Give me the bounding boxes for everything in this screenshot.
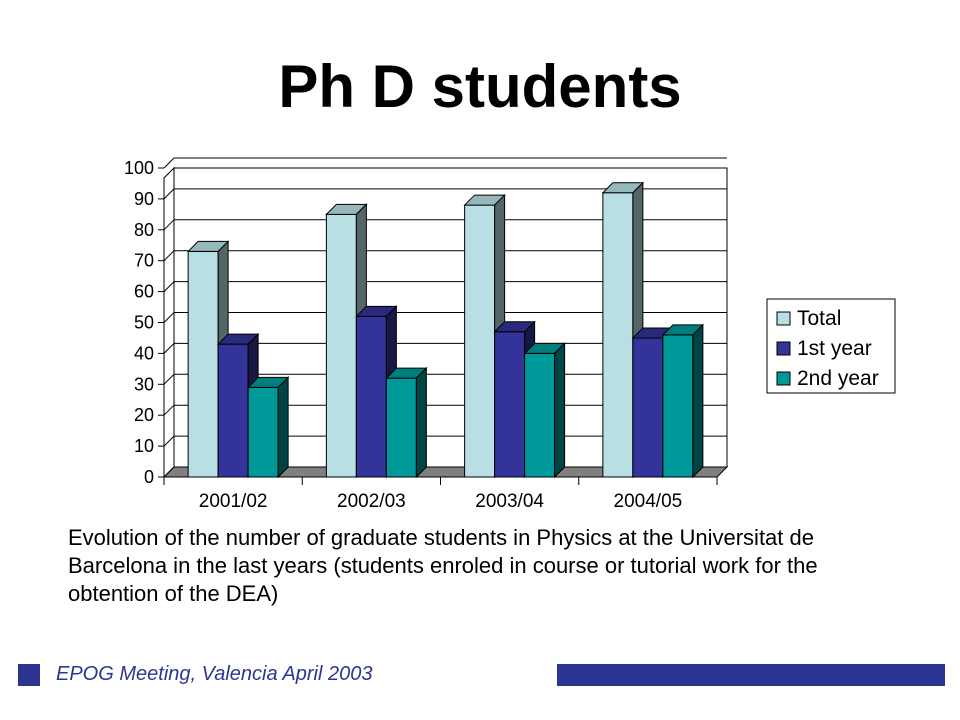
bar-front bbox=[248, 387, 278, 477]
bar-front bbox=[188, 251, 218, 477]
bar-2nd-year-2002-03 bbox=[386, 368, 426, 477]
x-category-label: 2003/04 bbox=[475, 491, 544, 512]
legend-swatch bbox=[777, 372, 790, 385]
bar-front bbox=[603, 193, 633, 477]
bar-front bbox=[218, 344, 248, 477]
y-tick-label: 10 bbox=[133, 436, 154, 457]
bar-2nd-year-2003-04 bbox=[525, 343, 565, 477]
y-tick-label: 20 bbox=[133, 405, 154, 426]
x-category-label: 2001/02 bbox=[198, 491, 268, 512]
legend-swatch bbox=[777, 342, 790, 355]
bar-front bbox=[356, 316, 386, 477]
bar-front bbox=[326, 214, 356, 477]
legend-swatch bbox=[777, 312, 790, 325]
legend-label: 2nd year bbox=[797, 367, 879, 390]
bar-front bbox=[495, 332, 525, 477]
y-tick-label: 80 bbox=[133, 219, 154, 240]
bar-side bbox=[555, 343, 565, 477]
bar-front bbox=[465, 205, 495, 477]
y-axis-ticks bbox=[124, 158, 154, 487]
chart-legend bbox=[767, 299, 895, 393]
bar-2nd-year-2004-05 bbox=[663, 325, 703, 477]
y-tick-label: 100 bbox=[123, 158, 154, 178]
y-tick-label: 0 bbox=[143, 467, 154, 487]
bar-front bbox=[663, 335, 693, 477]
x-axis-categories bbox=[199, 491, 682, 512]
bar-side bbox=[278, 377, 288, 477]
bar-front bbox=[386, 378, 416, 477]
y-tick-label: 40 bbox=[133, 343, 154, 364]
bar-side bbox=[416, 368, 426, 477]
x-category-label: 2002/03 bbox=[337, 491, 406, 512]
x-category-label: 2004/05 bbox=[613, 491, 683, 512]
bar-side bbox=[693, 325, 703, 477]
legend-label: 1st year bbox=[797, 337, 872, 360]
y-tick-label: 30 bbox=[133, 374, 154, 395]
footer-text: EPOG Meeting, Valencia April 2003 bbox=[56, 663, 373, 685]
bar-2nd-year-2001-02 bbox=[248, 377, 288, 477]
chart-side-wall bbox=[164, 168, 174, 477]
legend-label: Total bbox=[797, 307, 842, 330]
bar-front bbox=[633, 338, 663, 477]
slide-title: Ph D students bbox=[278, 53, 682, 120]
y-tick-label: 50 bbox=[133, 312, 154, 333]
y-tick-label: 60 bbox=[133, 281, 154, 302]
footer-bar bbox=[557, 664, 945, 686]
y-tick-label: 90 bbox=[133, 188, 154, 209]
bar-front bbox=[525, 353, 555, 477]
slide-caption: Evolution of the number of graduate students in Physics at the Universitat de Barcelona in the last years (students enroled in course or tutorial work for the obtention of the DEA) bbox=[68, 525, 818, 606]
footer-square bbox=[18, 664, 40, 686]
gridline-side bbox=[164, 158, 174, 168]
y-tick-label: 70 bbox=[133, 250, 154, 271]
